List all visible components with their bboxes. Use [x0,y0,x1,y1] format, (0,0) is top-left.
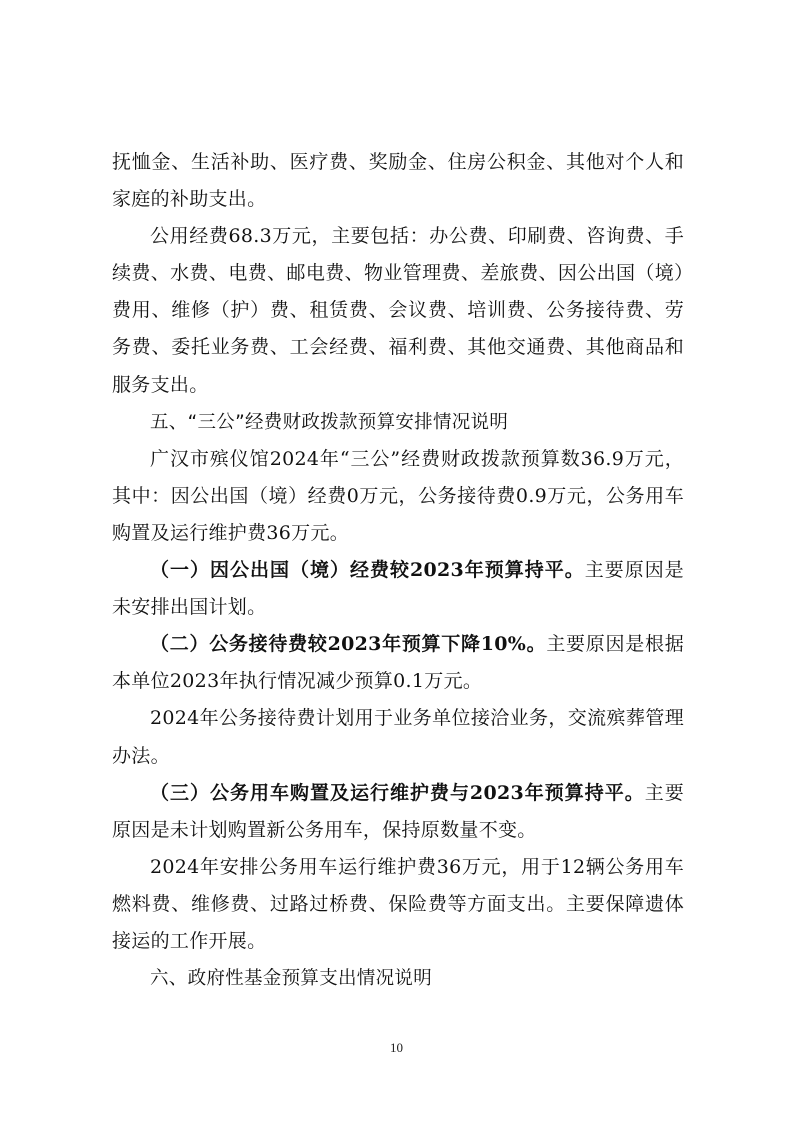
reception-reason: 主要原因是根据本单位2023年执行情况减少预算0.1万元。 [112,633,684,693]
vehicles-lead: （三）公务用车购置及运行维护费与2023年预算持平。 [150,781,645,804]
section-heading-five: 五、“三公”经费财政拨款预算安排情况说明 [150,411,509,433]
paragraph-three-public-budget: 广汉市殡仪馆2024年“三公”经费财政拨款预算数36.9万元，其中：因公出国（境）经费0万元，公务接待费0.9万元，公务用车购置及运行维护费36万元。 [112,447,684,544]
paragraph-reception [112,626,684,700]
paragraph-vehicles [112,775,684,849]
paragraph-vehicle-maintenance: 2024年安排公务用车运行维护费36万元，用于12辆公务用车燃料费、维修费、过路过桥费、保险费等方面支出。主要保障遗体接运的工作开展。 [112,855,684,952]
paragraph-public-funds: 公用经费68.3万元，主要包括：办公费、印刷费、咨询费、手续费、水费、电费、邮电费、物业管理费、差旅费、因公出国（境）费用、维修（护）费、租赁费、会议费、培训费、公务接待费、劳务费、委托业务费、工会经费、福利费、其他交通费、其他商品和服务支出。 [112,225,684,396]
document-body [112,144,684,997]
overseas-travel-lead: （一）因公出国（境）经费较2023年预算持平。 [150,559,585,582]
paragraph-reception-plan: 2024年公务接待费计划用于业务单位接洽业务，交流殡葬管理办法。 [112,707,684,767]
vehicles-reason: 主要原因是未计划购置新公务用车，保持原数量不变。 [112,781,684,841]
overseas-travel-reason: 主要原因是未安排出国计划。 [112,559,684,619]
paragraph-subsidy-continuation: 抚恤金、生活补助、医疗费、奖励金、住房公积金、其他对个人和家庭的补助支出。 [112,151,684,211]
page-number: 10 [390,1040,403,1055]
paragraph-overseas-travel [112,552,684,626]
section-heading-six: 六、政府性基金预算支出情况说明 [150,968,433,990]
reception-lead: （二）公务接待费较2023年预算下降10%。 [150,633,547,656]
